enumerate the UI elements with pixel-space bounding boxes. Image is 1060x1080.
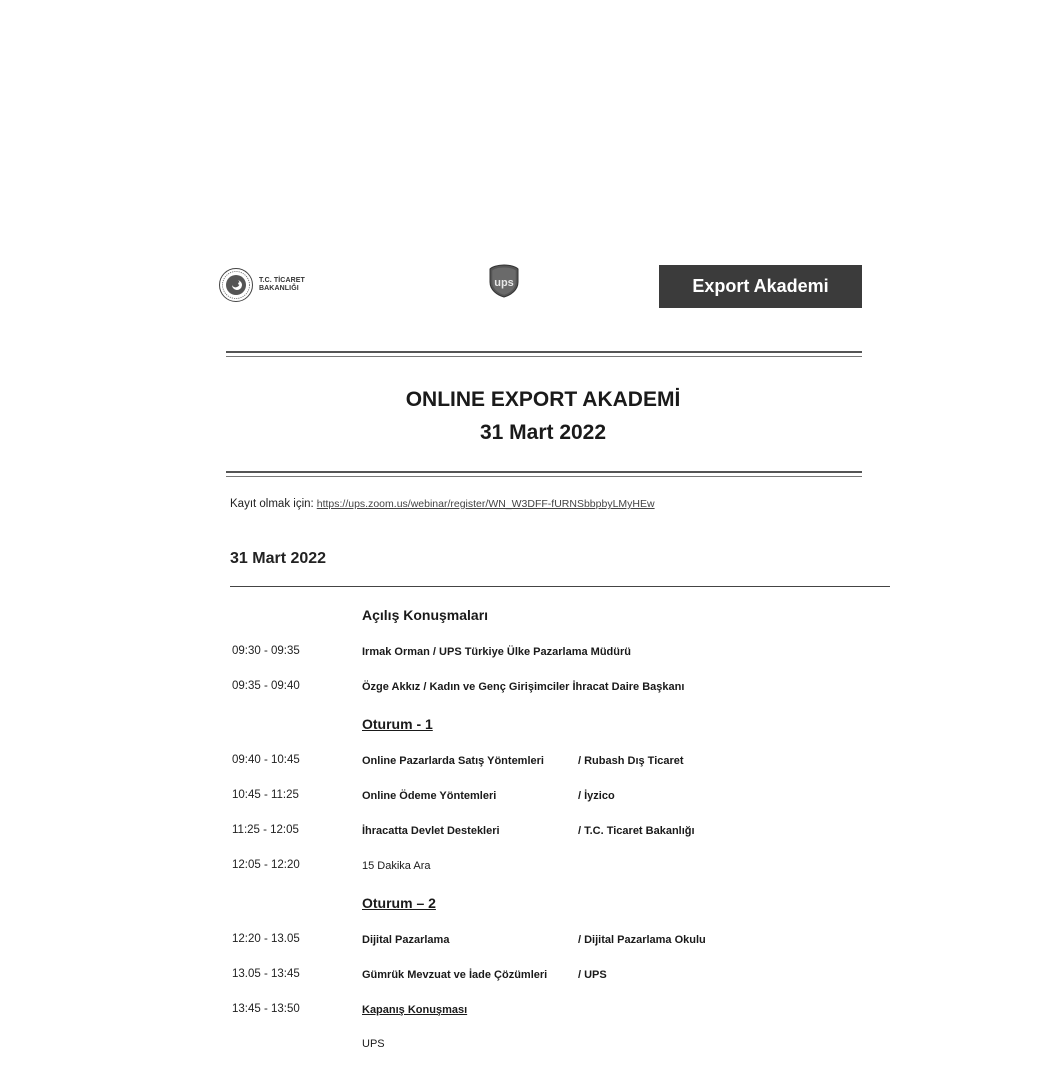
agenda-talk: Online Pazarlarda Satış Yöntemleri <box>362 755 544 767</box>
agenda-time: 12:05 - 12:20 <box>232 859 300 871</box>
ministry-logo-text: T.C. TİCARET BAKANLIĞI <box>259 277 305 292</box>
divider-top-2 <box>226 356 862 357</box>
agenda-time: 09:35 - 09:40 <box>232 680 300 692</box>
registration-line <box>230 498 655 510</box>
agenda-time: 13:45 - 13:50 <box>232 1003 300 1015</box>
agenda-time: 09:30 - 09:35 <box>232 645 300 657</box>
export-akademi-badge: Export Akademi <box>659 265 862 308</box>
agenda-divider <box>230 586 890 587</box>
agenda-time: 13.05 - 13:45 <box>232 968 300 980</box>
divider-mid-1 <box>226 471 862 473</box>
divider-top-1 <box>226 351 862 353</box>
agenda-talk: Online Ödeme Yöntemleri <box>362 790 497 802</box>
agenda-org: / UPS <box>578 969 607 981</box>
section-opening-title: Açılış Konuşmaları <box>362 607 489 623</box>
page-title: ONLINE EXPORT AKADEMİ <box>405 388 681 411</box>
page-subtitle-date: 31 Mart 2022 <box>479 421 607 444</box>
agenda-org: / T.C. Ticaret Bakanlığı <box>578 825 695 837</box>
agenda-time: 10:45 - 11:25 <box>232 789 299 801</box>
agenda-talk: Özge Akkız / Kadın ve Genç Girişimciler İhracat Daire Başkanı <box>362 681 685 693</box>
registration-link[interactable]: https://ups.zoom.us/webinar/register/WN_W3DFF-fURNSbbpbyLMyHEw <box>316 498 655 510</box>
section-session-1-title: Oturum - 1 <box>362 716 433 732</box>
agenda-talk: İhracatta Devlet Destekleri <box>362 825 500 837</box>
agenda-time: 11:25 - 12:05 <box>232 824 299 836</box>
section-session-2-title: Oturum – 2 <box>362 895 436 911</box>
agenda-talk: Dijital Pazarlama <box>362 934 450 946</box>
ups-logo-icon <box>488 264 520 298</box>
agenda-org: / Dijital Pazarlama Okulu <box>578 934 706 946</box>
agenda-closing-speaker: UPS <box>362 1038 385 1050</box>
agenda-org: / İyzico <box>578 790 615 802</box>
agenda-time: 12:20 - 13.05 <box>232 933 300 945</box>
agenda-talk: Irmak Orman / UPS Türkiye Ülke Pazarlama Müdürü <box>362 646 631 658</box>
agenda-date-heading: 31 Mart 2022 <box>230 550 327 567</box>
agenda-org: / Rubash Dış Ticaret <box>578 755 684 767</box>
agenda-time: 09:40 - 10:45 <box>232 754 300 766</box>
ministry-logo <box>218 266 328 304</box>
registration-label: Kayıt olmak için: <box>230 498 314 510</box>
agenda-talk: Gümrük Mevzuat ve İade Çözümleri <box>362 969 548 981</box>
agenda-break: 15 Dakika Ara <box>362 860 431 872</box>
agenda-closing-talk: Kapanış Konuşması <box>362 1004 468 1016</box>
divider-mid-2 <box>226 476 862 477</box>
svg-text:ups: ups <box>494 277 514 289</box>
ministry-seal-icon <box>218 267 254 303</box>
